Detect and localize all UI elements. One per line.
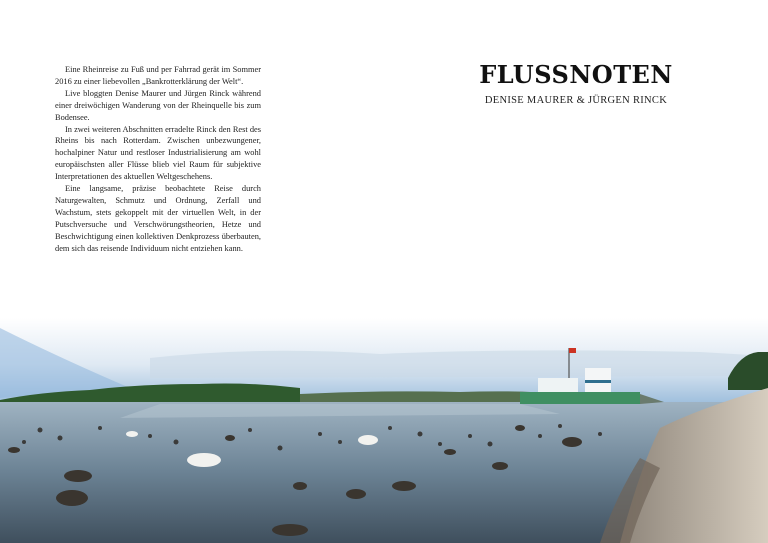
- swan-3: [126, 431, 138, 437]
- blurb-paragraph-2: Live bloggten Denise Maurer und Jürgen Rinck während einer dreiwöchigen Wanderung von der Rheinquelle bis zum Bodensee.: [55, 88, 261, 122]
- duck-1: [346, 489, 366, 499]
- duck-4: [272, 524, 308, 536]
- back-cover-blurb: [55, 64, 261, 255]
- swan-1: [187, 453, 221, 467]
- duck-6: [225, 435, 235, 441]
- book-authors: DENISE MAURER & JÜRGEN RINCK: [484, 95, 668, 106]
- book-title: FLUSSNOTEN: [479, 60, 673, 89]
- duck-3: [293, 482, 307, 490]
- goose-3: [562, 437, 582, 447]
- blurb-paragraph-3: In zwei weiteren Abschnitten erradelte Rinck den Rest des Rheins bis nach Rotterdam. Zwischen unbezwungener, hochalpiner Natur und restloser Industrialisierung am wohl europäischsten aller Flüsse blieb viel Raum für subjektive Interpretationen des aktuellen Weltgeschehens.: [55, 124, 261, 182]
- goose-1: [64, 470, 92, 482]
- ferry-deck: [538, 378, 578, 392]
- duck-2: [392, 481, 416, 491]
- ferry-bridge-stripe: [585, 380, 611, 383]
- cloud-band: [150, 350, 768, 378]
- ferry-flag: [569, 348, 576, 353]
- duck-5: [492, 462, 508, 470]
- duck-8: [444, 449, 456, 455]
- goose-2: [56, 490, 88, 506]
- duck-7: [8, 447, 20, 453]
- blurb-paragraph-1: Eine Rheinreise zu Fuß und per Fahrrad gerät im Sommer 2016 zu einer liebevollen „Bankrotterklärung der Welt“.: [55, 65, 261, 86]
- blurb-paragraph-4: Eine langsame, präzise beobachtete Reise durch Naturgewalten, Schmutz und Ordnung, Zerfall und Wachstum, stets gekoppelt mit der virtuellen Welt, in der Putschversuche und Verschwörungstheorien, Hetze und Beschwichtigung einen kollektiven Denkprozess überbauten, dem sich das reisende Individuum nicht entziehen kann.: [55, 184, 261, 253]
- ferry-hull: [520, 392, 640, 404]
- swan-2: [358, 435, 378, 445]
- rhine-panorama-photo: [0, 318, 768, 543]
- duck-9: [515, 425, 525, 431]
